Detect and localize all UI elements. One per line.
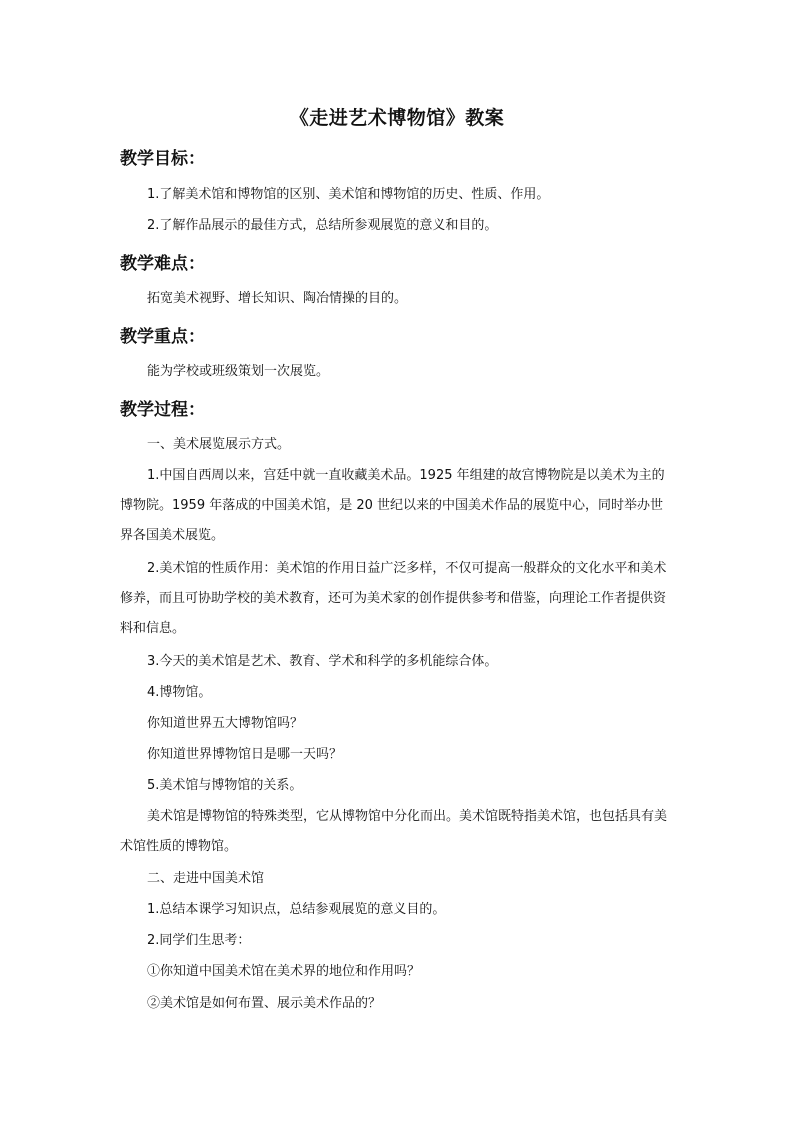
focus-item-1: 能为学校或班级策划一次展览。 xyxy=(147,364,330,379)
process-item-1: 一、美术展览展示方式。 xyxy=(147,437,291,452)
section-heading-goals: 教学目标： xyxy=(120,149,205,169)
process-item-3: 2.美术馆的性质作用：美术馆的作用日益广泛多样，不仅可提高一般群众的文化水平和美术修养，而且可协助学校的美术教育，还可为美术家的创作提供参考和借鉴，向理论工作者提供资料和信息。 xyxy=(120,561,667,636)
section-heading-focus: 教学重点： xyxy=(120,327,205,347)
section-heading-difficulty: 教学难点： xyxy=(120,254,205,274)
process-item-7: 你知道世界博物馆日是哪一天吗？ xyxy=(147,747,343,762)
difficulty-item-1: 拓宽美术视野、增长知识、陶冶情操的目的。 xyxy=(147,291,408,306)
process-item-5: 4.博物馆。 xyxy=(147,685,212,700)
process-item-12: 2.同学们生思考： xyxy=(147,933,251,948)
process-item-4: 3.今天的美术馆是艺术、教育、学术和科学的多机能综合体。 xyxy=(147,654,498,669)
process-item-2: 1.中国自西周以来，宫廷中就一直收藏美术品。1925 年组建的故宫博物院是以美术为主的博物院。1959 年落成的中国美术馆，是 20 世纪以来的中国美术作品的展览中心，同时举办世界各国美术展览。 xyxy=(120,468,665,543)
process-item-9: 美术馆是博物馆的特殊类型，它从博物馆中分化而出。美术馆既特指美术馆，也包括具有美术馆性质的博物馆。 xyxy=(120,809,668,854)
process-item-13: ①你知道中国美术馆在美术界的地位和作用吗？ xyxy=(147,964,421,979)
goals-item-2: 2.了解作品展示的最佳方式，总结所参观展览的意义和目的。 xyxy=(147,218,498,233)
process-item-10: 二、走进中国美术馆 xyxy=(147,871,265,886)
process-item-14: ②美术馆是如何布置、展示美术作品的？ xyxy=(147,996,382,1011)
process-item-8: 5.美术馆与博物馆的关系。 xyxy=(147,778,303,793)
document-title: 《走进艺术博物馆》教案 xyxy=(289,107,505,129)
process-item-6: 你知道世界五大博物馆吗？ xyxy=(147,716,304,731)
goals-item-1: 1.了解美术馆和博物馆的区别、美术馆和博物馆的历史、性质、作用。 xyxy=(147,187,550,202)
process-item-11: 1.总结本课学习知识点，总结参观展览的意义目的。 xyxy=(147,902,446,917)
section-heading-process: 教学过程： xyxy=(120,400,205,420)
